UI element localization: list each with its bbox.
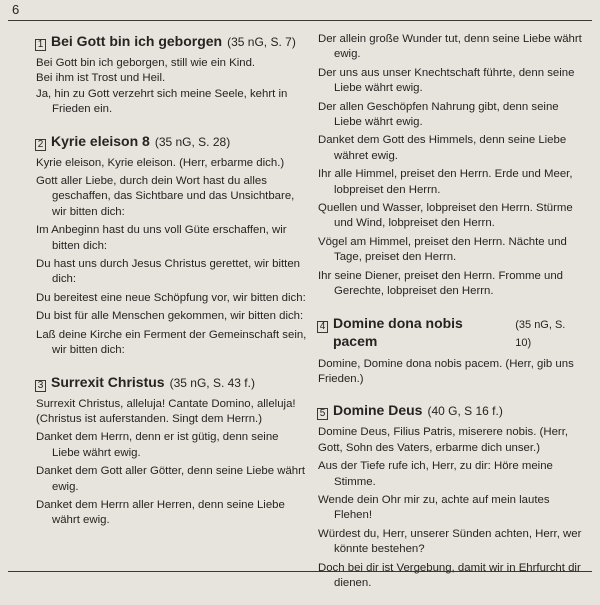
section-3-continuation <box>318 32 584 300</box>
song-source: (35 nG, S. 28) <box>154 134 231 149</box>
section-1 <box>36 32 308 118</box>
verse: Laß deine Kirche ein Ferment der Gemeinschaft sein, wir bitten dich: <box>36 328 307 357</box>
song-title: Bei Gott bin ich geborgen <box>51 33 223 49</box>
section-heading <box>318 314 584 352</box>
song-source: (35 nG, S. 43 f.) <box>169 375 255 390</box>
page-number: 6 <box>12 2 20 17</box>
verse: Ihr alle Himmel, preiset den Herrn. Erde und Meer, lobpreiset den Herrn. <box>318 168 573 196</box>
verse: Du hast uns durch Jesus Christus gerettet, wir bitten dich: <box>36 258 301 286</box>
verse: Aus der Tiefe rufe ich, Herr, zu dir: Höre meine Stimme. <box>318 460 553 488</box>
verse: Doch bei dir ist Vergebung, damit wir in Ehrfurcht dir dienen. <box>318 561 581 589</box>
verse: Quellen und Wasser, lobpreiset den Herrn. Stürme und Wind, lobpreiset den Herrn. <box>318 202 573 230</box>
song-title: Kyrie eleison 8 <box>51 132 150 149</box>
section-number-box: 2 <box>35 139 46 151</box>
song-title: Domine Deus <box>333 402 423 419</box>
verse-line: Ja, hin zu Gott verzehrt sich meine Seele, kehrt in Frieden ein. <box>36 87 288 116</box>
verse: Der uns aus unser Knechtschaft führte, denn seine Liebe währt ewig. <box>318 66 575 95</box>
verse: Würdest du, Herr, unserer Sünden achten, Herr, wer könnte bestehen? <box>318 527 582 556</box>
verse: Wende dein Ohr mir zu, achte auf mein lautes Flehen! <box>318 493 550 522</box>
song-title: Domine dona nobis pacem <box>332 314 463 349</box>
section-heading <box>36 373 308 392</box>
section-heading <box>36 32 308 51</box>
verse: Du bist für alle Menschen gekommen, wir bitten dich: <box>36 310 304 323</box>
verse-line: Bei ihm ist Trost und Heil. <box>36 72 166 85</box>
song-source: (35 nG, S. 7) <box>227 35 296 49</box>
verse: Danket dem Herrn, denn er ist gütig, denn seine Liebe währt ewig. <box>36 431 279 459</box>
verse: Danket dem Gott aller Götter, denn seine Liebe währt ewig. <box>36 465 306 493</box>
section-number-box: 3 <box>35 380 46 392</box>
verse: Der allen Geschöpfen Nahrung gibt, denn seine Liebe währt ewig. <box>318 100 559 129</box>
song-source: (40 G, S 16 f.) <box>427 404 503 419</box>
song-title: Surrexit Christus <box>51 373 165 390</box>
verse: Du bereitest eine neue Schöpfung vor, wir bitten dich: <box>36 291 306 304</box>
section-2 <box>36 132 308 359</box>
refrain: Domine, Domine dona nobis pacem. (Herr, gib uns Frieden.) <box>318 357 574 385</box>
section-5 <box>318 401 584 591</box>
verse: Im Anbeginn hast du uns voll Güte erschaffen, wir bitten dich: <box>36 224 287 252</box>
section-heading <box>36 132 308 151</box>
section-3 <box>36 373 308 529</box>
left-column <box>36 32 308 543</box>
refrain: Surrexit Christus, alleluja! Cantate Domino, alleluja! (Christus ist auferstanden. Singt dem Herrn.) <box>36 397 296 425</box>
section-heading <box>318 401 584 420</box>
verse: Vögel am Himmel, preiset den Herrn. Nächte und Tage, preiset den Herrn. <box>318 235 567 264</box>
verse: Der allein große Wunder tut, denn seine Liebe währt ewig. <box>318 33 582 61</box>
section-number-box: 5 <box>317 408 328 420</box>
section-number-box: 1 <box>35 39 46 51</box>
top-rule <box>8 20 592 21</box>
section-number-box: 4 <box>317 321 328 333</box>
bottom-rule <box>8 571 592 572</box>
verse: Ihr seine Diener, preiset den Herrn. Fromme und Gerechte, lobpreiset den Herrn. <box>318 269 564 298</box>
refrain: Kyrie eleison, Kyrie eleison. (Herr, erbarme dich.) <box>36 156 285 169</box>
refrain: Domine Deus, Filius Patris, miserere nobis. (Herr, Gott, Sohn des Vaters, erbarme dich unser.) <box>318 426 569 454</box>
song-source: (35 nG, S. 10) <box>515 318 566 349</box>
verse: Danket dem Herrn aller Herren, denn seine Liebe währt ewig. <box>36 498 285 527</box>
section-4 <box>318 314 584 388</box>
verse-line: Bei Gott bin ich geborgen, still wie ein Kind. <box>36 57 256 69</box>
verse: Danket dem Gott des Himmels, denn seine Liebe währet ewig. <box>318 134 567 162</box>
right-column <box>318 32 584 605</box>
verse: Gott aller Liebe, durch dein Wort hast du alles geschaffen, das Sichtbare und das Unsichtbare, wir bitten dich: <box>36 175 295 218</box>
